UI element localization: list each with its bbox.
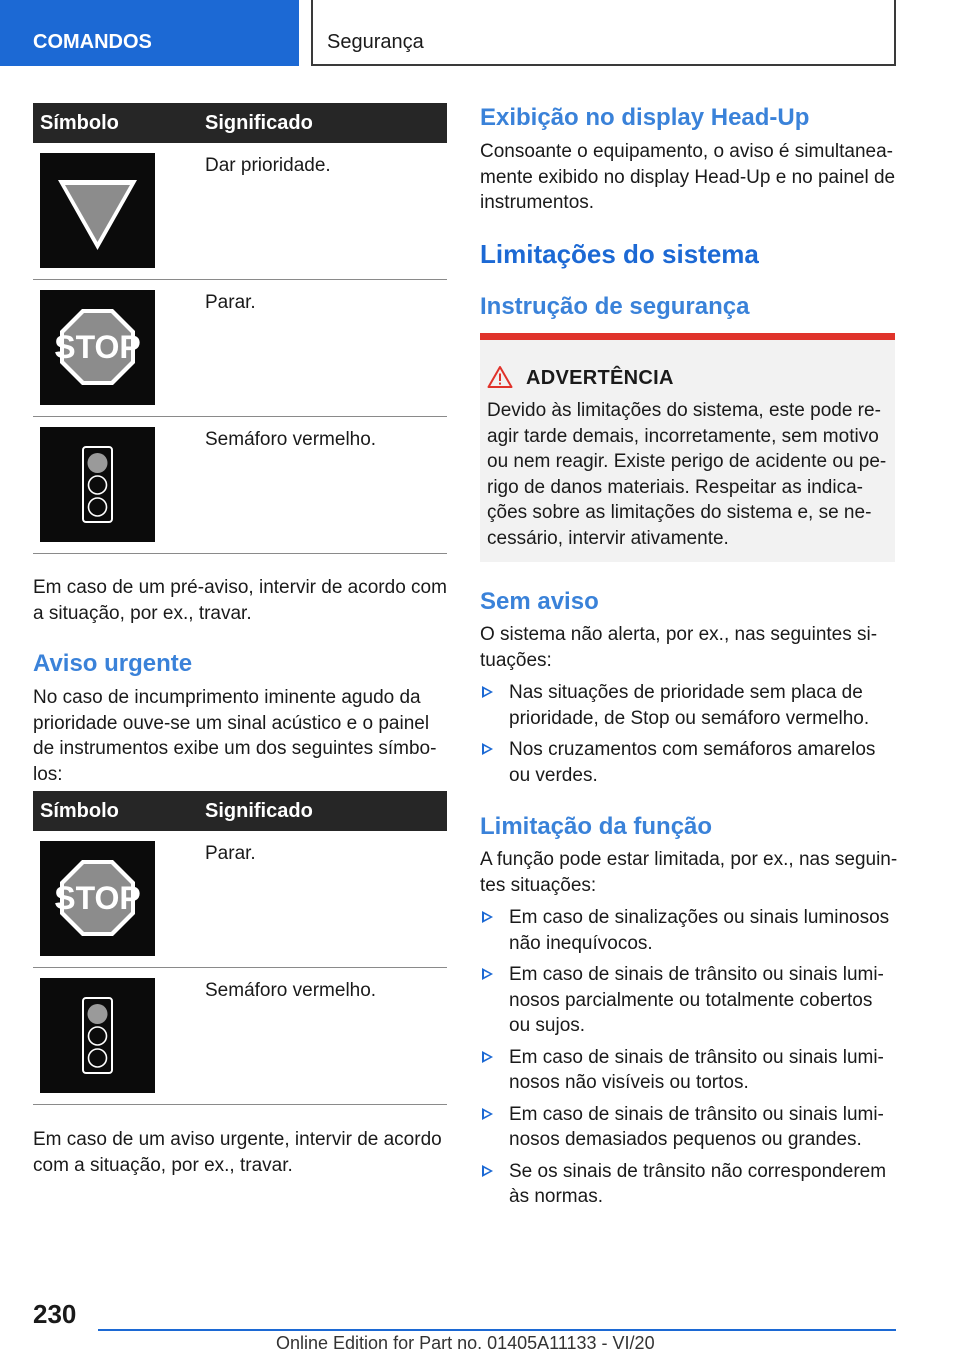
no-warning-section [480, 622, 898, 794]
function-limit-list [480, 905, 898, 1210]
warning-text: Devido às limitações do sistema, este pode re-agir tarde demais, incorretamente, sem motivo ou nem reagir. Existe perigo de acidente ou pe-rigo de danos materiais. Respeitar as indica-ções sobre as limitações do sistema e, se ne-cessário, intervir ativamente. [487, 400, 887, 549]
column-header-meaning: Significado [205, 112, 313, 134]
bullet-triangle-icon [482, 911, 493, 923]
list-item [480, 1045, 898, 1096]
table-row [33, 143, 447, 280]
list-item-text: Nos cruzamentos com semáforos amarelos ou verdes. [509, 739, 876, 786]
list-item-text: Em caso de sinalizações ou sinais luminosos não inequívocos. [509, 907, 890, 954]
warning-box [480, 333, 895, 562]
footer-divider [98, 1329, 896, 1331]
column-header-symbol: Símbolo [40, 800, 119, 822]
yield-sign-icon [40, 153, 155, 268]
meaning-text: Dar prioridade. [205, 155, 331, 176]
urgent-heading: Aviso urgente [33, 650, 193, 677]
list-item-text: Em caso de sinais de trânsito ou sinais lumi-nosos parcialmente ou totalmente cobertos ou sujos. [509, 964, 884, 1036]
table-row [33, 968, 447, 1105]
svg-text:STOP: STOP [54, 329, 141, 365]
meaning-text: Semáforo vermelho. [205, 980, 377, 1001]
table-header [33, 103, 447, 143]
list-item [480, 680, 898, 731]
list-item [480, 1102, 898, 1153]
function-limit-heading: Limitação da função [480, 813, 713, 840]
table-row [33, 417, 447, 554]
list-item-text: Em caso de sinais de trânsito ou sinais lumi-nosos não visíveis ou tortos. [509, 1046, 884, 1093]
red-traffic-light-icon [40, 427, 155, 542]
urgent-text: No caso de incumprimento iminente agudo da prioridade ouve-se um sinal acústico e o painel de instrumentos exibe um dos seguintes símbo-los: [33, 687, 437, 785]
bullet-triangle-icon [482, 968, 493, 980]
hud-text: Consoante o equipamento, o aviso é simultanea-mente exibido no display Head-Up e no painel de instrumentos. [480, 141, 896, 213]
section-tab: COMANDOS [0, 0, 299, 66]
table-row [33, 280, 447, 417]
list-item [480, 737, 898, 788]
function-limit-intro: A função pode estar limitada, por ex., nas seguin-tes situações: [480, 849, 898, 896]
safety-heading: Instrução de segurança [480, 293, 750, 320]
function-limit-section [480, 847, 898, 1216]
table-header [33, 791, 447, 831]
list-item-text: Se os sinais de trânsito não corresponderem às normas. [509, 1160, 887, 1207]
prewarning-text: Em caso de um pré-aviso, intervir de acordo com a situação, por ex., travar. [33, 577, 447, 624]
chapter-title: Segurança [311, 0, 896, 66]
stop-sign-icon [40, 290, 155, 405]
bullet-triangle-icon [482, 686, 493, 698]
column-header-meaning: Significado [205, 800, 313, 822]
bullet-triangle-icon [482, 1051, 493, 1063]
warning-triangle-icon [487, 365, 513, 389]
list-item [480, 1159, 898, 1210]
table-row [33, 831, 447, 968]
hud-heading: Exibição no display Head-Up [480, 104, 810, 131]
symbol-table-prewarning [33, 103, 447, 554]
urgent-action-text: Em caso de um aviso urgente, intervir de acordo com a situação, por ex., travar. [33, 1129, 442, 1176]
meaning-text: Parar. [205, 292, 256, 313]
no-warning-list [480, 680, 898, 788]
symbol-table-urgent [33, 791, 447, 1105]
bullet-triangle-icon [482, 743, 493, 755]
limits-heading: Limitações do sistema [480, 239, 759, 269]
no-warning-heading: Sem aviso [480, 588, 599, 615]
edition-text: Online Edition for Part no. 01405A11133 - VI/20 [276, 1333, 655, 1353]
column-header-symbol: Símbolo [40, 112, 119, 134]
stop-sign-icon [40, 841, 155, 956]
bullet-triangle-icon [482, 1165, 493, 1177]
meaning-text: Parar. [205, 843, 256, 864]
svg-text:STOP: STOP [54, 880, 141, 916]
list-item [480, 905, 898, 956]
no-warning-intro: O sistema não alerta, por ex., nas seguintes si-tuações: [480, 624, 878, 671]
list-item-text: Em caso de sinais de trânsito ou sinais lumi-nosos demasiados pequenos ou grandes. [509, 1103, 884, 1150]
page-number: 230 [33, 1299, 77, 1329]
warning-title: ADVERTÊNCIA [526, 367, 674, 389]
bullet-triangle-icon [482, 1108, 493, 1120]
list-item-text: Nas situações de prioridade sem placa de prioridade, de Stop ou semáforo vermelho. [509, 682, 870, 729]
meaning-text: Semáforo vermelho. [205, 429, 377, 450]
list-item [480, 962, 898, 1039]
red-traffic-light-icon [40, 978, 155, 1093]
